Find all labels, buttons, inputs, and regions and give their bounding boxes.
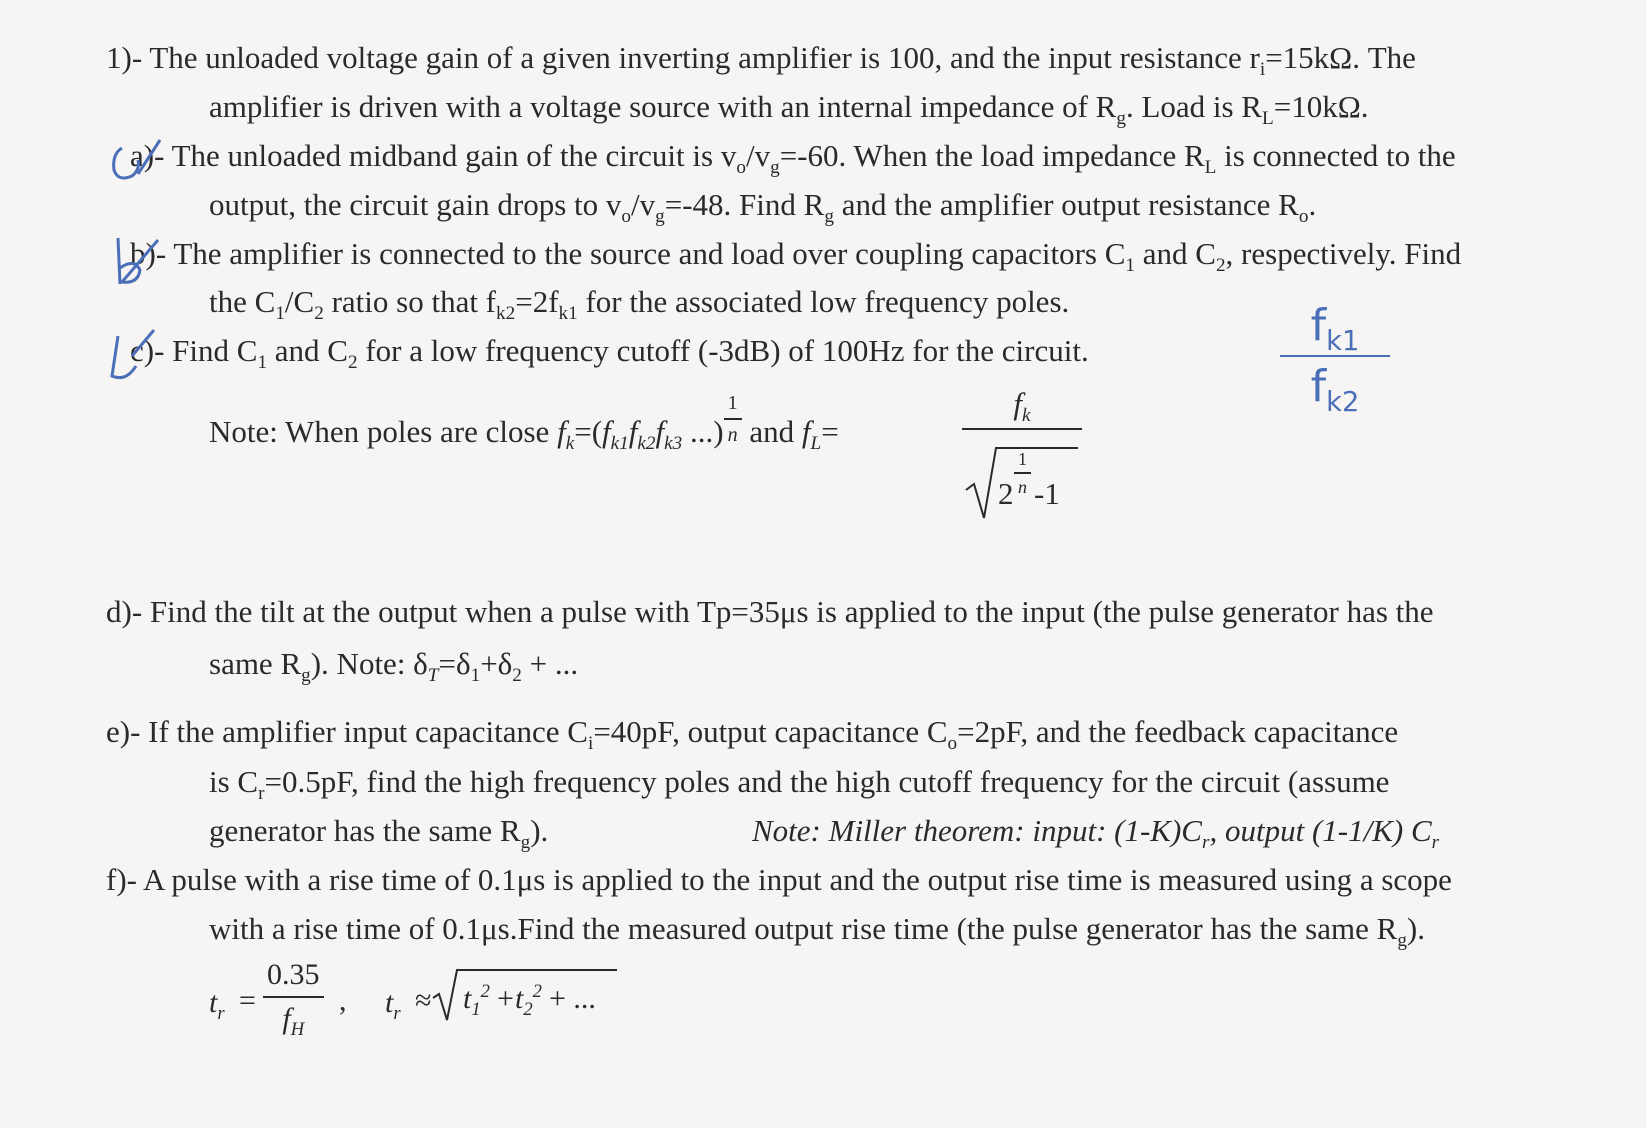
- subscript: k2: [637, 433, 656, 455]
- part-a-text: is connected to the: [1216, 138, 1456, 173]
- problem-text: . Load is R: [1125, 89, 1262, 124]
- part-d-line-2: [209, 646, 579, 687]
- check-mark-icon: [118, 238, 158, 284]
- subscript: o: [1298, 206, 1309, 228]
- subscript: g: [824, 206, 834, 228]
- subscript: L: [1262, 108, 1274, 130]
- subscript: o: [736, 157, 746, 179]
- part-f-text: with a rise time of 0.1μs.Find the measured output rise time (the pulse generator has the same R: [209, 911, 1398, 946]
- formula-symbol: =: [821, 414, 839, 449]
- formula-symbol: $t_1^2$: [463, 981, 490, 1020]
- formula-symbol: +: [497, 982, 514, 1015]
- note-text: and: [741, 414, 802, 449]
- fraction-denominator: [962, 432, 1082, 522]
- handwritten-text: f: [1310, 361, 1327, 412]
- subscript: k3: [664, 433, 683, 455]
- subscript: 1: [1125, 255, 1135, 277]
- miller-note-text: Note: Miller theorem: input: (1-K)C: [752, 813, 1202, 848]
- formula-symbol: f: [1013, 386, 1023, 421]
- part-f-text: ).: [1406, 911, 1425, 946]
- formula-symbol: f: [801, 414, 811, 449]
- part-a-text: =-60. When the load impedance R: [779, 138, 1205, 173]
- handwritten-denominator: [1280, 361, 1390, 418]
- subscript: L: [810, 433, 822, 455]
- subscript: 2: [512, 665, 522, 687]
- subscript: g: [770, 157, 780, 179]
- part-c-line-1: [130, 333, 1089, 374]
- part-b-line-1: [130, 236, 1462, 277]
- part-d-text: same R: [209, 646, 302, 681]
- part-d-text: +δ: [480, 646, 513, 681]
- part-e-line-2: [209, 764, 1390, 805]
- exponent-fraction: [1014, 450, 1031, 496]
- problem-text: =10kΩ.: [1273, 89, 1369, 124]
- fraction-denominator: n: [1018, 477, 1027, 497]
- problem-text: 1)- The unloaded voltage gain of a given inverting amplifier is 100, and the input resistance r: [106, 40, 1260, 75]
- exponent-fraction: [724, 392, 742, 446]
- subscript: o: [947, 733, 958, 755]
- subscript: 2: [1215, 255, 1226, 277]
- check-mark-icon: [112, 330, 154, 378]
- part-e-text: ).: [530, 813, 549, 848]
- part-e-line-1: [106, 714, 1399, 755]
- part-f-line-2: [209, 911, 1425, 952]
- note-formula: [209, 392, 839, 552]
- subscript: T: [427, 665, 439, 687]
- fraction-numerator: 0.35: [267, 958, 320, 991]
- subscript: k1: [610, 433, 629, 455]
- subscript: r: [258, 783, 265, 805]
- formula-symbol: ,: [339, 984, 347, 1017]
- rise-time-formula: [209, 958, 649, 1058]
- superscript: 2: [532, 981, 542, 1002]
- part-a-line-1: [130, 138, 1456, 179]
- subscript: g: [520, 832, 531, 854]
- fraction-denominator: n: [727, 424, 738, 446]
- fraction-denominator: $f_H$: [282, 1002, 305, 1040]
- subscript: i: [1259, 59, 1266, 81]
- part-b-text: =2f: [515, 284, 559, 319]
- part-d-text: =δ: [438, 646, 471, 681]
- subscript: o: [621, 206, 632, 228]
- part-a-text: /v: [631, 187, 656, 222]
- part-e-text: =40pF, output capacitance C: [593, 714, 948, 749]
- subscript: k1: [558, 303, 578, 325]
- subscript: k1: [1326, 325, 1360, 357]
- subscript: 1: [257, 352, 268, 374]
- subscript: g: [655, 206, 665, 228]
- handwritten-ratio: [1280, 300, 1390, 418]
- subscript: 2: [314, 303, 324, 325]
- subscript: g: [1397, 930, 1407, 952]
- subscript: k: [1022, 405, 1031, 427]
- subscript: r: [1201, 832, 1210, 854]
- note-text: Note: When poles are close: [209, 414, 558, 449]
- subscript: k: [565, 433, 575, 455]
- part-a-text: and the amplifier output resistance R: [833, 187, 1299, 222]
- subscript: 1: [470, 665, 481, 687]
- fraction-numerator: [962, 386, 1082, 426]
- formula-symbol: $t_r$: [209, 986, 225, 1024]
- subscript: 1: [471, 999, 481, 1020]
- formula-symbol: f: [557, 414, 566, 449]
- formula-symbol: f: [655, 414, 665, 449]
- formula-symbol: ≈: [415, 984, 432, 1017]
- part-d-text: d)- Find the tilt at the output when a pulse with Tp=35μs is applied to the input (the pulse generator has the: [106, 594, 1434, 629]
- part-c-text: and C: [267, 333, 348, 368]
- part-e-text: e)- If the amplifier input capacitance C: [106, 714, 588, 749]
- part-b-text: , respectively. Find: [1225, 236, 1462, 271]
- subscript: g: [1116, 108, 1126, 130]
- part-f-text: f)- A pulse with a rise time of 0.1μs is applied to the input and the output rise time is measured using a scope: [106, 862, 1452, 897]
- fL-fraction: [962, 386, 1082, 522]
- part-d-line-1: [106, 594, 1434, 630]
- formula-symbol: 2: [998, 476, 1014, 511]
- miller-note-text: , output (1-1/K) C: [1209, 813, 1432, 848]
- formula-symbol: ...): [682, 414, 724, 449]
- subscript: k2: [1326, 386, 1360, 418]
- formula-symbol: $t_2^2$: [515, 981, 542, 1020]
- problem-text: amplifier is driven with a voltage source with an internal impedance of R: [209, 89, 1117, 124]
- formula-symbol: f: [602, 414, 611, 449]
- formula-symbol: f: [628, 414, 638, 449]
- problem-line-1: [106, 40, 1416, 81]
- formula-symbol: $t_r$: [385, 986, 401, 1024]
- fraction-bar: [962, 428, 1082, 430]
- subscript: r: [217, 1003, 225, 1024]
- subscript: 1: [275, 303, 285, 325]
- problem-line-2: [209, 89, 1369, 130]
- formula-symbol: -1: [1034, 476, 1060, 511]
- check-mark-icon: [114, 148, 139, 178]
- part-b-text: ratio so that f: [323, 284, 497, 319]
- subscript: i: [587, 733, 594, 755]
- subscript: 2: [523, 999, 533, 1020]
- fraction-numerator: 1: [727, 392, 738, 414]
- subscript: H: [290, 1019, 305, 1040]
- part-e-text: is C: [209, 764, 259, 799]
- fraction-numerator: 1: [1018, 449, 1027, 469]
- part-f-line-1: [106, 862, 1452, 898]
- miller-note: [752, 813, 1440, 854]
- part-b-line-2: [209, 284, 1070, 325]
- rise-time-fraction: [263, 958, 324, 1040]
- subscript: r: [1431, 832, 1440, 854]
- handwritten-numerator: [1280, 300, 1390, 357]
- subscript: 2: [347, 352, 358, 374]
- part-c-text: for a low frequency cutoff (-3dB) of 100Hz for the circuit.: [357, 333, 1089, 368]
- subscript: L: [1204, 157, 1217, 179]
- part-d-text: + ...: [521, 646, 579, 681]
- subscript: g: [301, 665, 311, 687]
- handwritten-text: f: [1310, 300, 1327, 351]
- subscript: r: [393, 1003, 401, 1024]
- part-a-text: .: [1308, 187, 1317, 222]
- part-e-text: =2pF, and the feedback capacitance: [957, 714, 1399, 749]
- problem-text: =15kΩ. The: [1265, 40, 1416, 75]
- check-mark-icon: [138, 140, 160, 174]
- part-b-text: the C: [209, 284, 276, 319]
- part-b-text: b)- The amplifier is connected to the source and load over coupling capacitors C: [130, 236, 1126, 271]
- part-a-text: output, the circuit gain drops to v: [209, 187, 622, 222]
- part-b-text: /C: [284, 284, 315, 319]
- part-b-text: for the associated low frequency poles.: [577, 284, 1070, 319]
- formula-symbol: + ...: [549, 982, 596, 1015]
- part-d-text: ). Note: δ: [310, 646, 428, 681]
- part-e-line-3: [209, 813, 549, 854]
- superscript: 2: [480, 981, 490, 1002]
- part-a-text: a)- The unloaded midband gain of the circuit is v: [130, 138, 737, 173]
- part-c-text: c)- Find C: [130, 333, 258, 368]
- subscript: k2: [496, 303, 516, 325]
- part-a-text: =-48. Find R: [664, 187, 825, 222]
- handwritten-marks: [108, 136, 168, 396]
- part-e-text: =0.5pF, find the high frequency poles and the high cutoff frequency for the circuit (assume: [264, 764, 1390, 799]
- formula-symbol: =: [239, 984, 256, 1017]
- part-a-line-2: [209, 187, 1317, 228]
- part-a-text: /v: [745, 138, 771, 173]
- part-e-text: generator has the same R: [209, 813, 521, 848]
- formula-symbol: =(: [574, 414, 603, 449]
- part-b-text: and C: [1135, 236, 1216, 271]
